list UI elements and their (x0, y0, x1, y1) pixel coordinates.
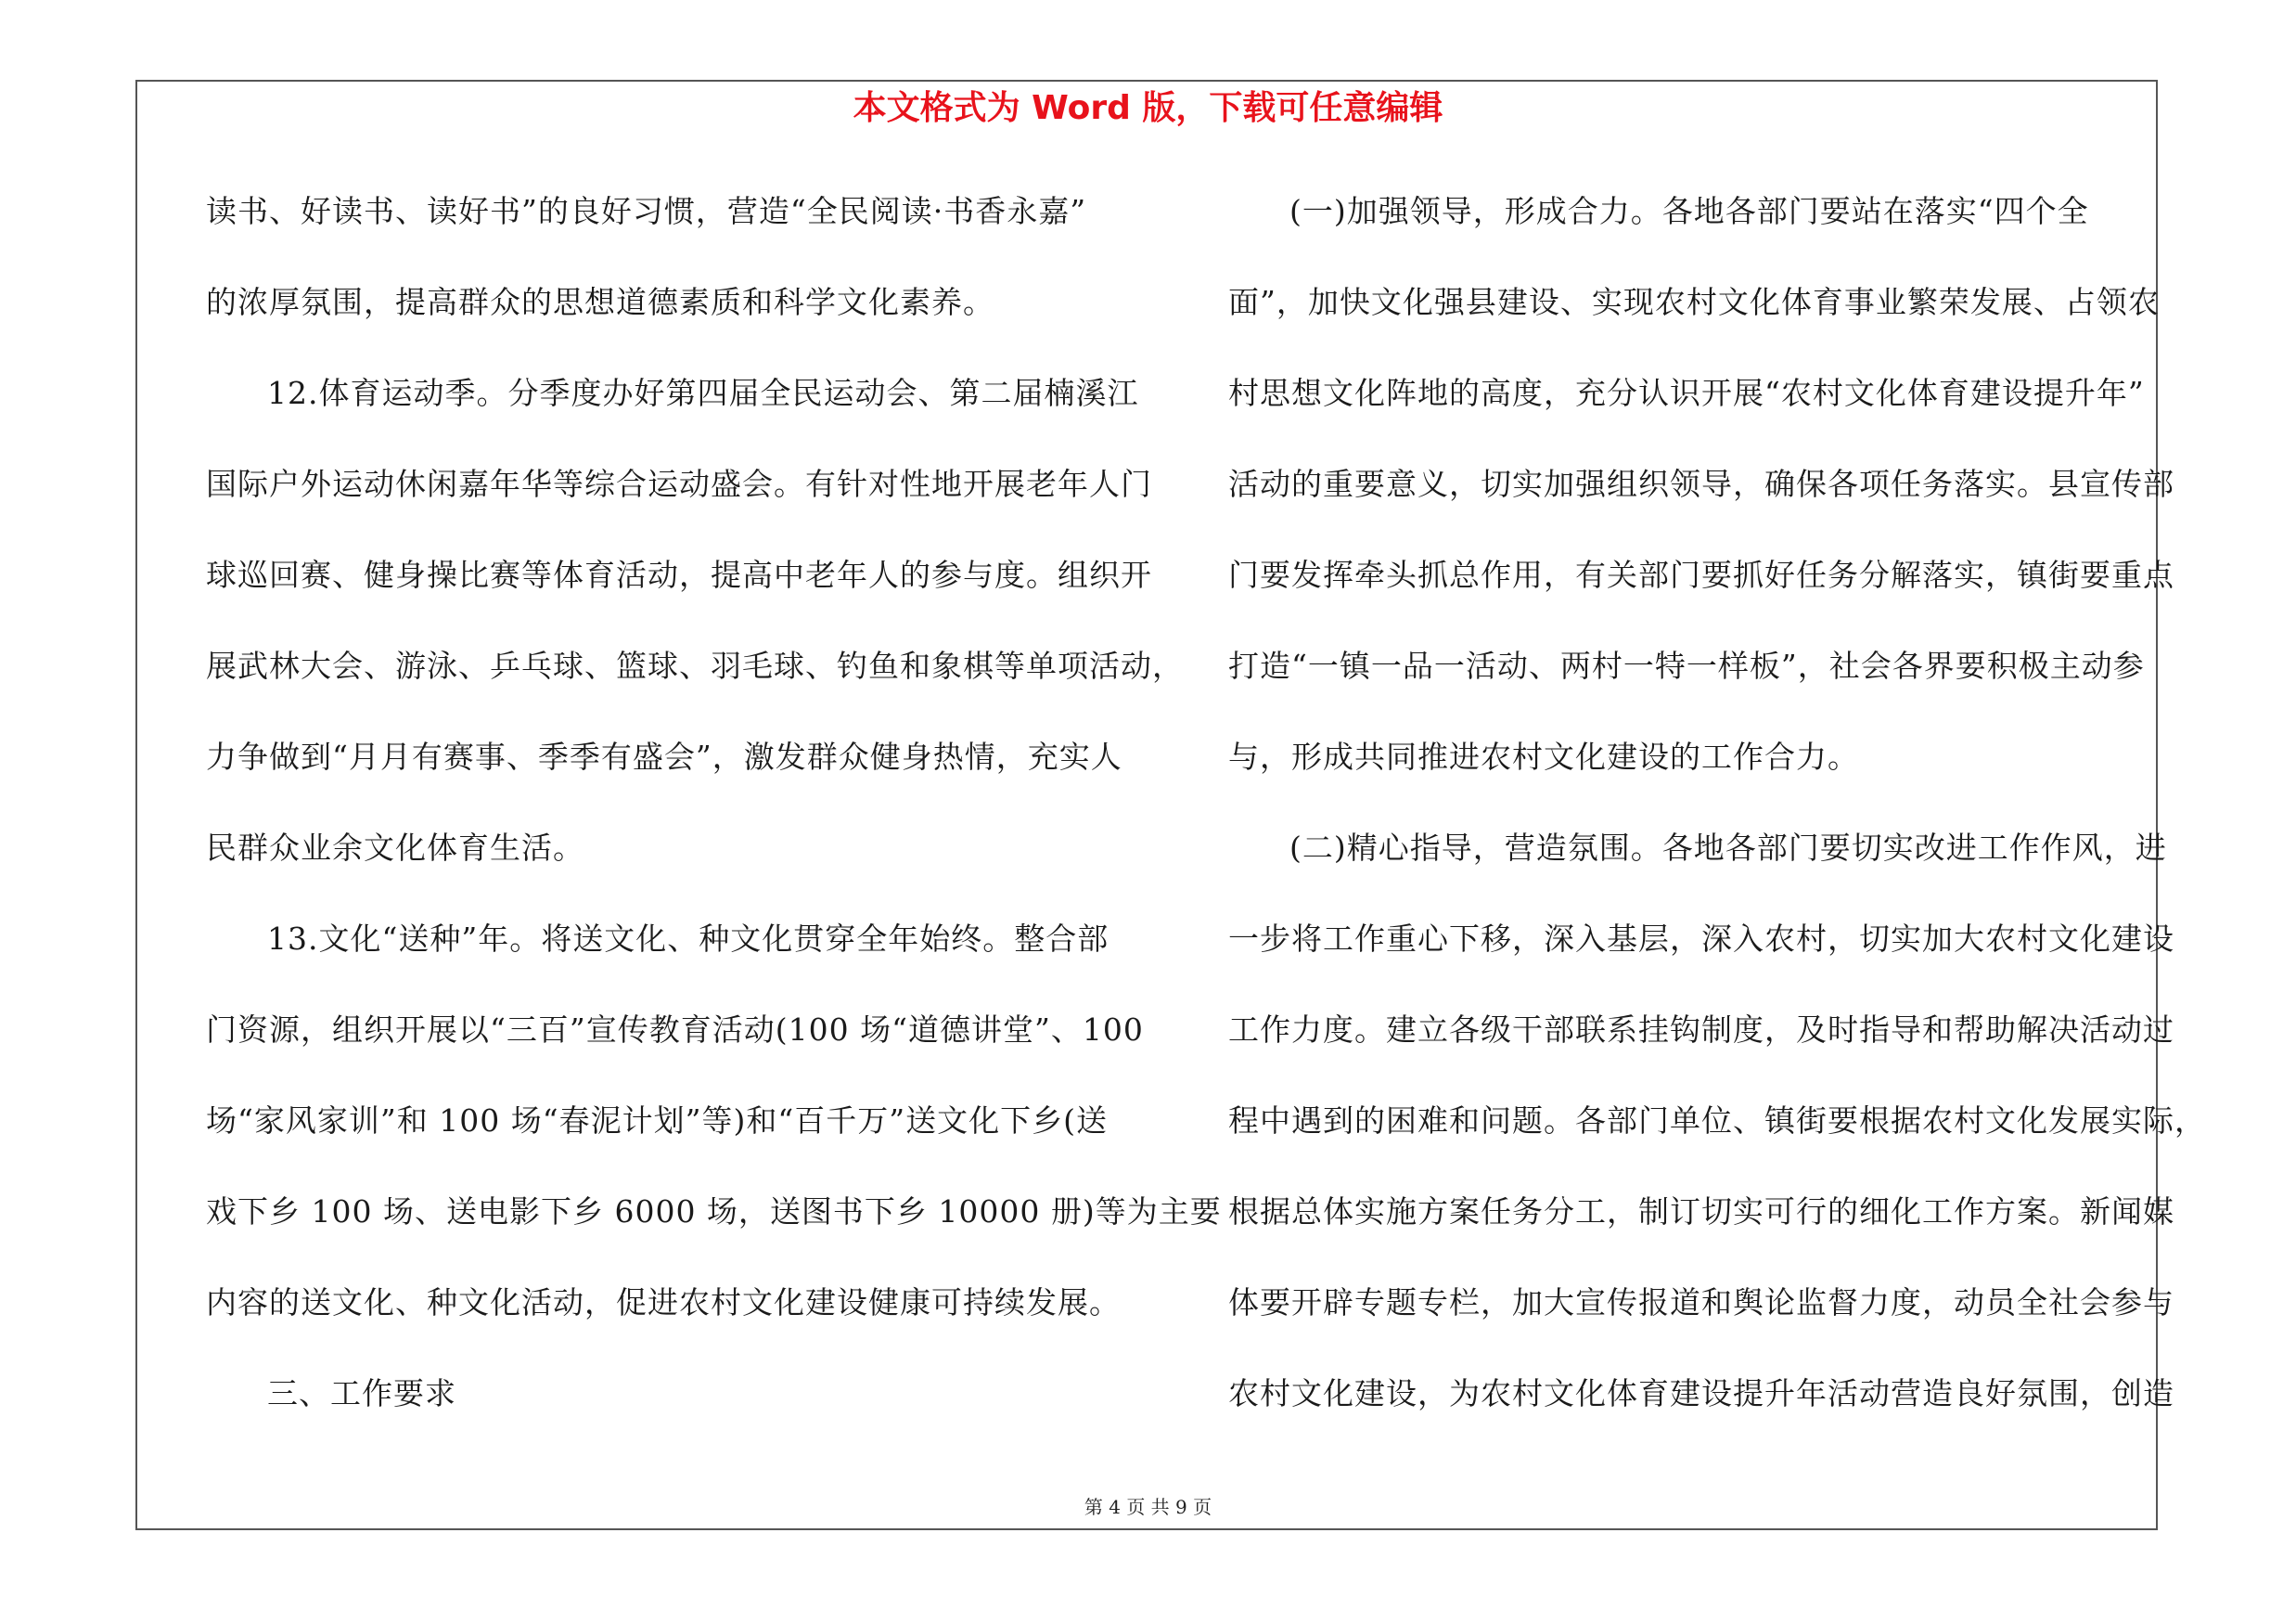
left-line-1: 读书、好读书、读好书”的良好习惯，营造“全民阅读·书香永嘉” (206, 193, 1087, 229)
right-line-10: 工作力度。建立各级干部联系挂钩制度，及时指导和帮助解决活动过 (1228, 1011, 2174, 1048)
right-line-5: 门要发挥牵头抓总作用，有关部门要抓好任务分解落实，镇街要重点 (1228, 557, 2174, 593)
right-line-12: 根据总体实施方案任务分工，制订切实可行的细化工作方案。新闻媒 (1228, 1193, 2174, 1230)
left-line-6: 展武林大会、游泳、乒乓球、篮球、羽毛球、钓鱼和象棋等单项活动， (206, 648, 1184, 684)
right-line-14: 农村文化建设，为农村文化体育建设提升年活动营造良好氛围，创造 (1228, 1375, 2174, 1411)
right-line-13: 体要开辟专题专栏，加大宣传报道和舆论监督力度，动员全社会参与 (1228, 1284, 2174, 1320)
left-line-3: 12.体育运动季。分季度办好第四届全民运动会、第二届楠溪江 (267, 375, 1139, 411)
right-line-7: 与，形成共同推进农村文化建设的工作合力。 (1228, 739, 1859, 775)
left-line-4: 国际户外运动休闲嘉年华等综合运动盛会。有针对性地开展老年人门 (206, 466, 1152, 502)
left-line-8: 民群众业余文化体育生活。 (206, 830, 584, 866)
right-line-9: 一步将工作重心下移，深入基层，深入农村，切实加大农村文化建设 (1228, 921, 2174, 957)
right-line-6: 打造“一镇一品一活动、两村一特一样板”，社会各界要积极主动参 (1228, 648, 2145, 684)
word-format-banner: 本文格式为 Word 版，下载可任意编辑 (853, 89, 1443, 127)
right-line-11: 程中遇到的困难和问题。各部门单位、镇街要根据农村文化发展实际， (1228, 1102, 2206, 1139)
right-line-2: 面”，加快文化强县建设、实现农村文化体育事业繁荣发展、占领农 (1228, 284, 2160, 320)
left-line-7: 力争做到“月月有赛事、季季有盛会”，激发群众健身热情，充实人 (206, 739, 1122, 775)
left-line-5: 球巡回赛、健身操比赛等体育活动，提高中老年人的参与度。组织开 (206, 557, 1152, 593)
right-line-4: 活动的重要意义，切实加强组织领导，确保各项任务落实。县宣传部 (1228, 466, 2174, 502)
left-line-2: 的浓厚氛围，提高群众的思想道德素质和科学文化素养。 (206, 284, 994, 320)
left-line-13: 内容的送文化、种文化活动，促进农村文化建设健康可持续发展。 (206, 1284, 1121, 1320)
page-number: 第 4 页 共 9 页 (1084, 1496, 1212, 1518)
left-line-10: 门资源，组织开展以“三百”宣传教育活动(100 场“道德讲堂”、100 (206, 1011, 1144, 1048)
section-heading: 三、工作要求 (267, 1375, 456, 1411)
left-line-12: 戏下乡 100 场、送电影下乡 6000 场，送图书下乡 10000 册)等为主要 (206, 1193, 1222, 1230)
right-line-8: (二)精心指导，营造氛围。各地各部门要切实改进工作作风，进 (1289, 830, 2167, 866)
left-line-11: 场“家风家训”和 100 场“春泥计划”等)和“百千万”送文化下乡(送 (206, 1102, 1108, 1139)
right-line-3: 村思想文化阵地的高度，充分认识开展“农村文化体育建设提升年” (1228, 375, 2145, 411)
left-line-9: 13.文化“送种”年。将送文化、种文化贯穿全年始终。整合部 (267, 921, 1110, 957)
right-line-1: (一)加强领导，形成合力。各地各部门要站在落实“四个全 (1289, 193, 2089, 229)
